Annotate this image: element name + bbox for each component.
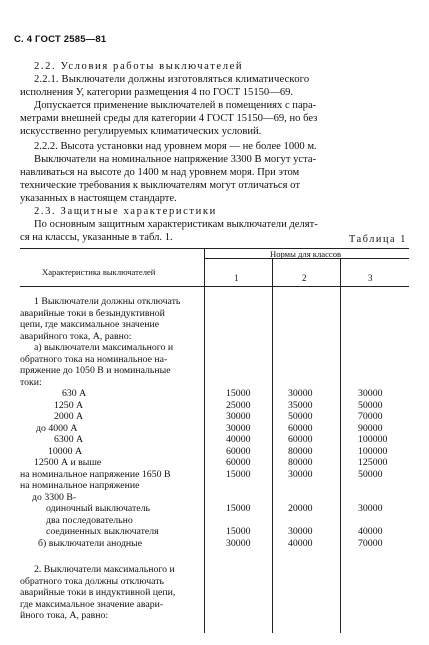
row2-line: 2. Выключатели максимального и xyxy=(34,564,175,575)
table-col-divider-2 xyxy=(272,258,273,633)
table-cell: 30000 xyxy=(288,526,313,537)
table-col-divider-1 xyxy=(204,248,205,633)
paragraph-admission-line-3: искусственно регулируемых климатических условий. xyxy=(20,126,262,137)
table-cell: 60000 xyxy=(226,445,251,457)
table-cell: 30000 xyxy=(288,468,313,480)
table-spacer xyxy=(358,480,387,492)
table-row-1-text xyxy=(20,296,181,549)
section-2-2-title: 2.2. Условия работы выключателей xyxy=(34,61,244,72)
row1-line: до 3300 В- xyxy=(32,491,77,503)
row1-line: до 4000 А xyxy=(36,422,78,434)
row1-line: два последовательно xyxy=(46,514,133,526)
table-cell: 100000 xyxy=(358,445,388,457)
row1-line: соединенных выключателя xyxy=(46,526,159,537)
paragraph-2-3-line-1: По основным защитным характеристикам выключатели делят- xyxy=(34,219,318,230)
paragraph-admission-line-1: Допускается применение выключателей в помещениях с пара- xyxy=(34,100,317,111)
table-spacer xyxy=(288,492,313,504)
table-cell: 80000 xyxy=(288,457,313,468)
table-cell: 70000 xyxy=(358,411,383,422)
table-cell: 15000 xyxy=(226,388,251,399)
table-cell: 30000 xyxy=(358,503,383,514)
row1-line: пряжение до 1050 В и номинальные xyxy=(20,365,171,376)
row1-line: 10000 А xyxy=(48,445,83,457)
row1-line: 12500 А и выше xyxy=(34,457,102,468)
table-cell: 30000 xyxy=(226,422,251,434)
class-2-values xyxy=(288,388,313,549)
page-header: С. 4 ГОСТ 2585—81 xyxy=(14,34,107,45)
table-top-rule xyxy=(20,248,409,249)
table-cell: 15000 xyxy=(226,503,251,514)
table-cell: 15000 xyxy=(226,526,251,537)
table-cell: 30000 xyxy=(358,388,383,399)
row1-line: на номинальное напряжение xyxy=(20,480,140,491)
table-column-header: Характеристика выключателей xyxy=(42,267,156,277)
paragraph-2-3-line-2: ся на классы, указанные в табл. 1. xyxy=(20,232,173,243)
class-3-values xyxy=(358,388,387,549)
table-cell: 60000 xyxy=(288,434,313,445)
table-cell: 30000 xyxy=(226,537,251,549)
paragraph-2-2-1-line-1: 2.2.1. Выключатели должны изготовляться климатического xyxy=(34,74,310,85)
row1-line: 2000 А xyxy=(54,411,84,422)
paragraph-admission-line-2: метрами внешней среды для категории 4 ГОСТ 15150—69, но без xyxy=(20,113,318,124)
paragraph-2-2-2-line-2: Выключатели на номинальное напряжение 3300 В могут уста- xyxy=(34,154,317,165)
row1-line: аварийные токи в безындуктивной xyxy=(20,307,165,319)
table-cell: 15000 xyxy=(226,468,251,480)
table-spacer xyxy=(226,492,251,504)
table-cell: 20000 xyxy=(288,503,313,514)
table-spacer xyxy=(226,515,251,527)
table-cell: 50000 xyxy=(288,411,313,422)
table-spacer xyxy=(358,515,387,527)
table-cell: 30000 xyxy=(226,411,251,422)
row1-line: 630 А xyxy=(62,388,87,399)
paragraph-2-2-1-line-2: исполнения У, категории размещения 4 по ГОСТ 15150—69. xyxy=(20,87,294,98)
table-cell: 60000 xyxy=(288,422,313,434)
class-header-2: 2 xyxy=(302,273,307,283)
class-header-1: 1 xyxy=(234,273,239,283)
table-caption: Таблица 1 xyxy=(349,234,407,245)
table-cell: 50000 xyxy=(358,468,383,480)
paragraph-2-2-2-line-5: указанных в настоящем стандарте. xyxy=(20,193,177,204)
row1-line: цепи, где максимальное значение xyxy=(20,319,160,330)
table-group-header: Нормы для классов xyxy=(270,249,342,259)
table-cell: 90000 xyxy=(358,422,383,434)
row2-line: обратного тока должны отключать xyxy=(20,575,164,587)
row1-line: б) выключатели анодные xyxy=(38,537,143,549)
table-cell: 35000 xyxy=(288,399,313,411)
table-col-divider-3 xyxy=(340,258,341,633)
row2-line: аварийные токи в индуктивной цепи, xyxy=(20,587,176,598)
row1-line: обратного тока на номинальное на- xyxy=(20,353,168,365)
class-1-values xyxy=(226,388,251,549)
table-cell: 100000 xyxy=(358,434,388,445)
table-header-rule xyxy=(20,286,409,287)
table-cell: 30000 xyxy=(288,388,313,399)
row1-line: на номинальное напряжение 1650 В xyxy=(20,468,171,480)
table-cell: 40000 xyxy=(358,526,383,537)
class-header-3: 3 xyxy=(368,273,373,283)
table-spacer xyxy=(288,480,313,492)
paragraph-2-2-2-line-3: навливаться на высоте до 1400 м над уровнем моря. При этом xyxy=(20,167,300,178)
row1-line: одиночный выключатель xyxy=(46,503,150,514)
table-cell: 40000 xyxy=(288,537,313,549)
table-row-2-text xyxy=(20,564,176,622)
row1-line: 1250 А xyxy=(54,399,84,411)
row1-line: 6300 А xyxy=(54,434,84,445)
table-cell: 25000 xyxy=(226,399,251,411)
row1-line: а) выключатели максимального и xyxy=(34,342,174,353)
row1-line: токи: xyxy=(20,376,42,388)
table-spacer xyxy=(226,480,251,492)
table-spacer xyxy=(358,492,387,504)
row2-line: йного тока, А, равно: xyxy=(20,610,109,621)
section-2-3-title: 2.3. Защитные характеристики xyxy=(34,206,217,217)
table-cell: 40000 xyxy=(226,434,251,445)
table-cell: 60000 xyxy=(226,457,251,468)
paragraph-2-2-2-line-1: 2.2.2. Высота установки над уровнем моря — не более 1000 м. xyxy=(34,141,317,152)
row1-line: аварийного тока, А, равно: xyxy=(20,330,132,342)
table-spacer xyxy=(288,515,313,527)
row1-line: 1 Выключатели должны отключать xyxy=(34,296,181,307)
table-cell: 80000 xyxy=(288,445,313,457)
row2-line: где максимальное значение авари- xyxy=(20,598,164,610)
table-cell: 125000 xyxy=(358,457,388,468)
table-cell: 50000 xyxy=(358,399,383,411)
paragraph-2-2-2-line-4: технические требования к выключателям могут отличаться от xyxy=(20,180,300,191)
table-cell: 70000 xyxy=(358,537,383,549)
